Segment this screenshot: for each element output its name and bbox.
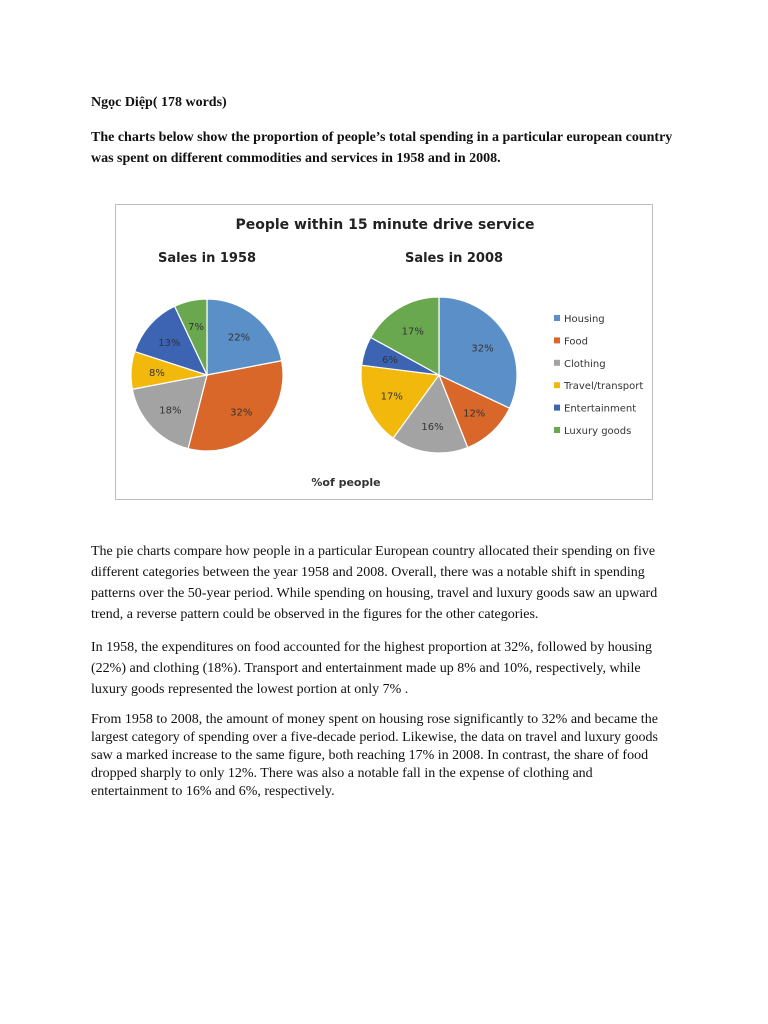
paragraph-1958 (91, 637, 673, 700)
pie-title-2008: Sales in 2008 (404, 251, 504, 266)
legend-swatch-clothing (554, 360, 560, 366)
slice-data-label: 32% (230, 407, 253, 419)
slice-data-label: 32% (471, 343, 494, 355)
slice-data-label: 17% (401, 326, 424, 338)
legend-label-entertainment: Entertainment (564, 403, 637, 415)
chart-footer: %of people (311, 476, 381, 489)
slice-data-label: 12% (463, 408, 486, 420)
paragraph-overview (91, 541, 673, 625)
legend-label-housing: Housing (564, 314, 605, 325)
slice-data-label: 16% (421, 422, 444, 434)
legend-label-travel-transport: Travel/transport (564, 381, 644, 393)
legend-swatch-housing (554, 315, 560, 321)
paragraph-2008 (91, 711, 673, 801)
slice-data-label: 7% (188, 322, 205, 333)
pie-title-1958: Sales in 1958 (157, 251, 257, 266)
legend-label-food: Food (564, 336, 588, 348)
slice-data-label: 13% (158, 337, 181, 349)
slice-data-label: 18% (159, 405, 182, 417)
pie-charts (116, 205, 654, 501)
legend-swatch-entertainment (554, 405, 560, 411)
chart-figure (115, 204, 653, 500)
legend-swatch-food (554, 337, 560, 343)
legend-swatch-luxury-goods (554, 427, 560, 433)
slice-data-label: 17% (380, 391, 403, 403)
task-prompt: The charts below show the proportion of people’s total spending in a particular european country was spent on different commodities and services in 1958 and in 2008. (91, 130, 673, 166)
slice-data-label: 6% (382, 355, 398, 367)
legend-swatch-travel-transport (554, 382, 560, 388)
legend-label-clothing: Clothing (564, 358, 606, 370)
paragraph-text: In 1958, the expenditures on food accounted for the highest proportion at 32%, followed by housing (22%) and clothing (18%). Transport and entertainment made up 8% and 10%, respectively, while luxury goods represented the lowest portion at only 7% . (91, 640, 653, 697)
paragraph-text: From 1958 to 2008, the amount of money spent on housing rose significantly to 32% and became the largest category of spending over a five-decade period. Likewise, the data on travel and luxury goods saw a marked increase to the same figure, both reaching 17% in 2008. In contrast, the share of food dropped sharply to only 12%. There was also a notable fall in the expense of clothing and entertainment to 16% and 6%, respectively. (91, 712, 658, 799)
legend-label-luxury-goods: Luxury goods (564, 426, 632, 437)
author-line: Ngọc Diệp( 178 words) (91, 95, 227, 110)
slice-data-label: 22% (227, 332, 251, 344)
slice-data-label: 8% (148, 367, 165, 379)
chart-title: People within 15 minute drive service (235, 217, 535, 233)
paragraph-text: The pie charts compare how people in a particular European country allocated their spending on five different categories between the year 1958 and 2008. Overall, there was a notable shift in spending patterns over the 50-year period. While spending on housing, travel and luxury goods saw an upward trend, a reverse pattern could be observed in the figures for the other categories. (91, 544, 658, 622)
